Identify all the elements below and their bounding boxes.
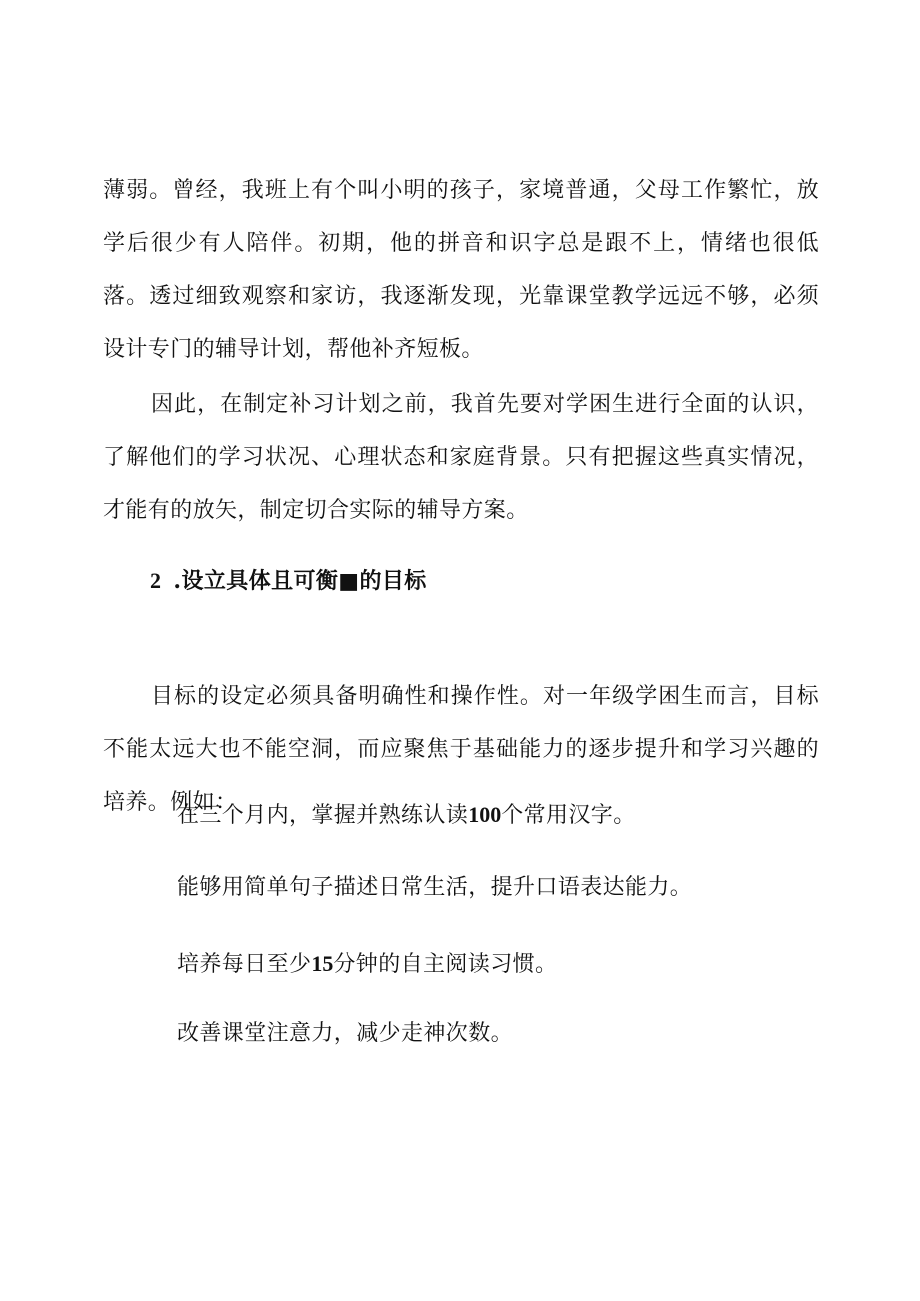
section-title: 设立具体且可衡■的目标 (181, 568, 427, 594)
section-heading (150, 554, 427, 608)
goal-item-oral-expression: 能够用简单句子描述日常生活，提升口语表达能力。 (177, 875, 693, 900)
goal-text-before: 培养每日至少 (177, 952, 312, 977)
goal-number: 100 (468, 802, 502, 827)
goal-text-after: 分钟的自主阅读习惯。 (333, 952, 558, 977)
paragraph-understanding-students: 因此，在制定补习计划之前，我首先要对学困生进行全面的认识，了解他们的学习状况、心理状态和家庭背景。只有把握这些真实情况，才能有的放矢，制定切合实际的辅导方案。 (103, 392, 819, 523)
goal-number: 15 (311, 951, 334, 976)
goal-item-reading-habit (177, 944, 557, 985)
section-number-dot: . (173, 568, 182, 594)
paragraph-background-case: 薄弱。曾经，我班上有个叫小明的孩子，家境普通，父母工作繁忙，放学后很少有人陪伴。初期，他的拼音和识字总是跟不上，情绪也很低落。透过细致观察和家访，我逐渐发现，光靠课堂教学远远不够，必须设计专门的辅导计划，帮他补齐短板。 (103, 178, 819, 362)
paragraph-goal-setting: 目标的设定必须具备明确性和操作性。对一年级学困生而言，目标不能太远大也不能空洞，而应聚焦于基础能力的逐步提升和学习兴趣的培养。例如： (103, 684, 819, 815)
goal-item-character-recognition (177, 795, 636, 836)
goal-text-before: 在三个月内，掌握并熟练认读 (177, 803, 469, 828)
section-number: 2 (150, 568, 162, 593)
goal-item-attention: 改善课堂注意力，减少走神次数。 (177, 1021, 514, 1046)
goal-text-after: 个常用汉字。 (501, 803, 636, 828)
